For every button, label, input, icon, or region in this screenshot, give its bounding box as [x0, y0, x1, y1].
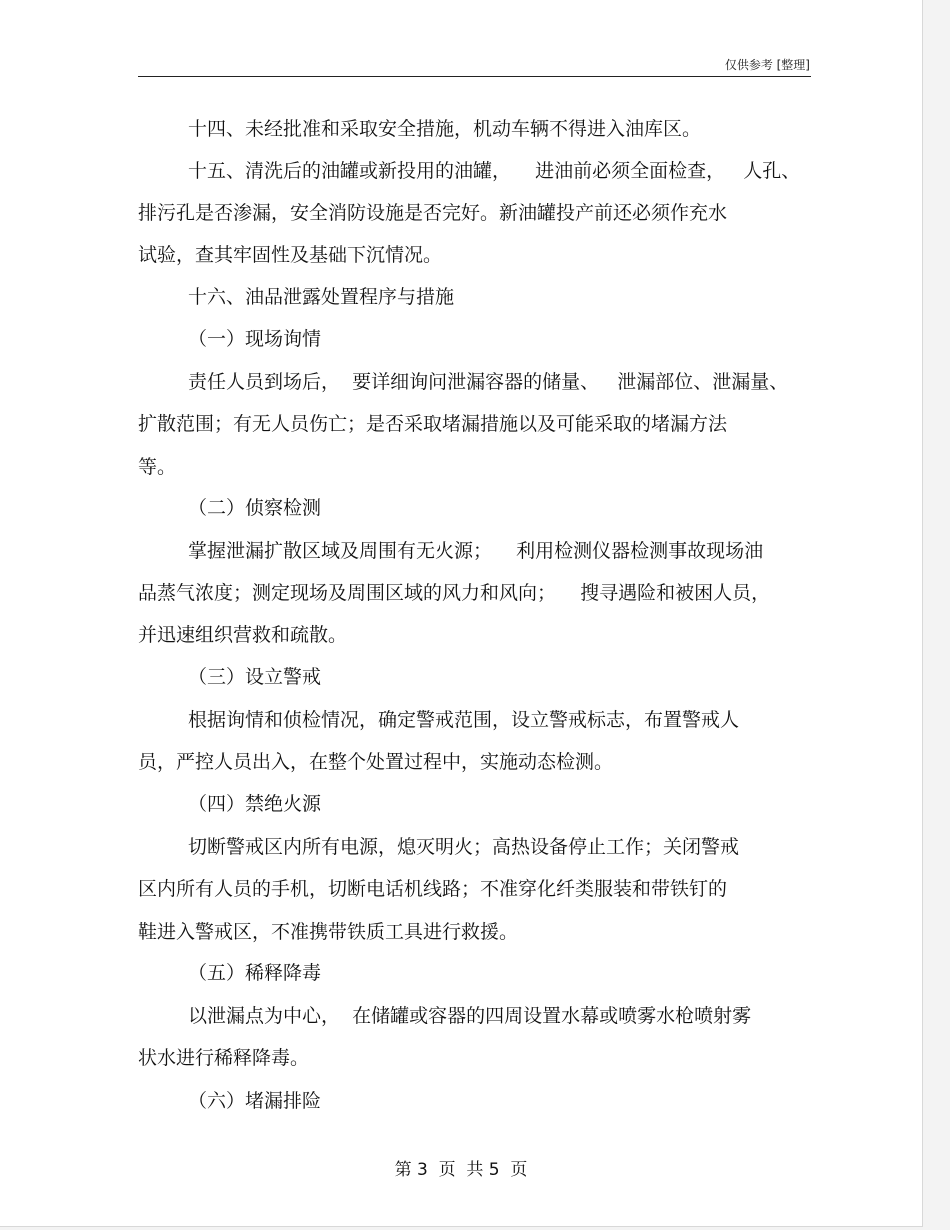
text-line: 责任人员到场后， 要详细询问泄漏容器的储量、 泄漏部位、泄漏量、 — [188, 371, 789, 393]
text-line: 状水进行稀释降毒。 — [138, 1047, 310, 1069]
header-rule — [138, 76, 811, 77]
text-line: 等。 — [138, 456, 177, 478]
text-line: 以泄漏点为中心， 在储罐或容器的四周设置水幕或喷雾水枪喷射雾 — [188, 1005, 752, 1027]
text-line: 员，严控人员出入，在整个处置过程中，实施动态检测。 — [138, 751, 614, 773]
subsection-heading: （三）设立警戒 — [188, 666, 322, 688]
text-line: 排污孔是否渗漏，安全消防设施是否完好。新油罐投产前还必须作充水 — [138, 202, 728, 224]
header-note: 仅供参考 [整理] — [724, 58, 810, 72]
text-line: 鞋进入警戒区，不准携带铁质工具进行救援。 — [138, 921, 519, 943]
section-heading: 十六、油品泄露处置程序与措施 — [188, 286, 455, 308]
text-line: 切断警戒区内所有电源，熄灭明火；高热设备停止工作；关闭警戒 — [188, 836, 740, 858]
text-line: 十四、未经批准和采取安全措施，机动车辆不得进入油库区。 — [188, 118, 702, 140]
text-line: 品蒸气浓度；测定现场及周围区域的风力和风向； 搜寻遇险和被困人员， — [138, 582, 771, 604]
text-line: 试验，查其牢固性及基础下沉情况。 — [138, 244, 443, 266]
text-line: 区内所有人员的手机，切断电话机线路；不准穿化纤类服装和带铁钉的 — [138, 878, 728, 900]
page-number-footer: 第 3 页 共 5 页 — [394, 1160, 528, 1180]
text-line: 十五、清洗后的油罐或新投用的油罐， 进油前必须全面检查， 人孔、 — [188, 160, 801, 182]
subsection-heading: （五）稀释降毒 — [188, 962, 322, 984]
subsection-heading: （二）侦察检测 — [188, 497, 322, 519]
subsection-heading: （六）堵漏排险 — [188, 1090, 322, 1112]
text-line: 根据询情和侦检情况，确定警戒范围，设立警戒标志，布置警戒人 — [188, 709, 740, 731]
subsection-heading: （一）现场询情 — [188, 328, 322, 350]
text-line: 掌握泄漏扩散区域及周围有无火源； 利用检测仪器检测事故现场油 — [188, 540, 764, 562]
text-line: 扩散范围；有无人员伤亡；是否采取堵漏措施以及可能采取的堵漏方法 — [138, 413, 728, 435]
subsection-heading: （四）禁绝火源 — [188, 793, 322, 815]
text-line: 并迅速组织营救和疏散。 — [138, 624, 348, 646]
